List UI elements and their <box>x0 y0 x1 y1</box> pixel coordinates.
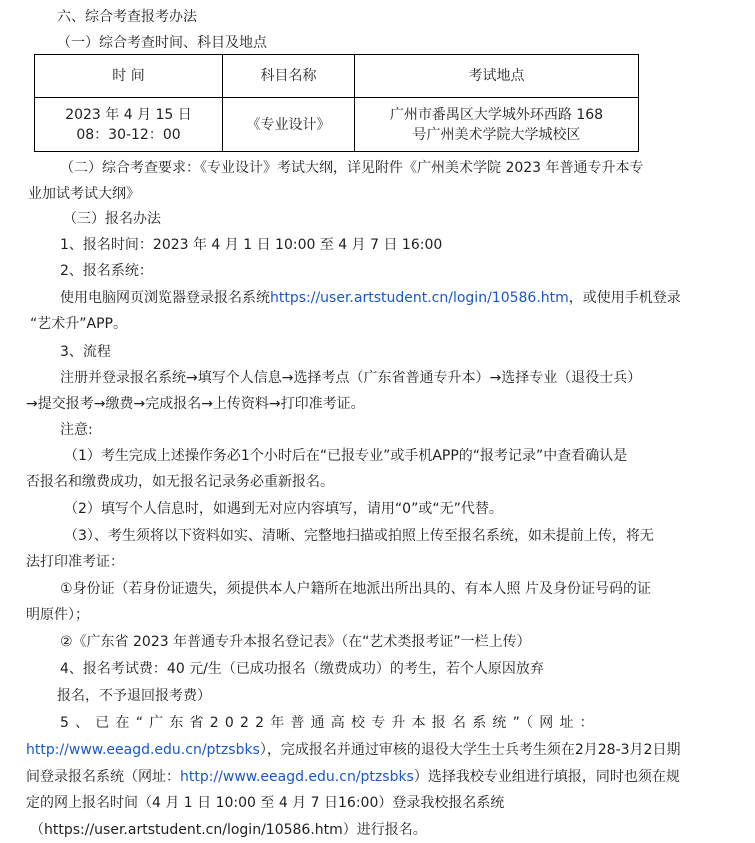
table-cell-time <box>35 98 223 152</box>
table-header-row <box>35 55 639 98</box>
subsection-3-title: （三）报名办法 <box>63 211 161 227</box>
veteran-line-2 <box>26 740 680 760</box>
table-cell-subject: 《专业设计》 <box>223 98 355 152</box>
note-3-line-1: （3）、考生须将以下资料如实、清晰、完整地扫描或拍照上传至报名系统，如未提前上传，将无 <box>64 528 654 544</box>
table-row <box>35 98 639 152</box>
table-header-time: 时 间 <box>35 55 223 98</box>
notes-title: 注意: <box>60 422 93 438</box>
registration-form-item: ②《广东省 2023 年普通专升本报名登记表》（在“艺术类报考证”一栏上传） <box>60 634 531 650</box>
process-title: 3、流程 <box>60 344 111 360</box>
exam-location-line-1: 广州市番禺区大学城外环西路 168 <box>389 106 604 123</box>
exam-location-line-2: 号广州美术学院大学城校区 <box>412 126 581 143</box>
section-title: 六、综合考查报考办法 <box>57 9 197 25</box>
registration-system-line-1 <box>60 288 681 308</box>
process-line-2: →提交报考→缴费→完成报名→上传资料→打印准考证。 <box>26 396 365 412</box>
requirements-line-1: （二）综合考查要求：《专业设计》考试大纲，详见附件《广州美术学院 2023 年普通专升本专 <box>60 160 644 176</box>
id-card-item-line-1: ①身份证（若身份证遗失，须提供本人户籍所在地派出所出具的、有本人照 片及身份证号码的证 <box>60 581 651 597</box>
veteran-line-3-prefix: 间登录报名系统（网址： <box>26 769 180 785</box>
registration-system-prefix: 使用电脑网页浏览器登录报名系统 <box>60 290 270 306</box>
veteran-line-4: 定的网上报名时间（4 月 1 日 10:00 至 4 月 7 日16:00）登录我校报名系统 <box>26 795 505 811</box>
registration-system-suffix: ，或使用手机登录 <box>568 290 681 306</box>
fee-line-1: 4、报名考试费：40 元/生（已成功报名（缴费成功）的考生，若个人原因放弃 <box>60 661 544 677</box>
eeagd-link-1[interactable]: http://www.eeagd.edu.cn/ptzsbks <box>26 742 260 758</box>
subsection-1-title: （一）综合考查时间、科目及地点 <box>57 35 267 51</box>
exam-hours: 08：30-12：00 <box>76 126 181 143</box>
eeagd-link-2[interactable]: http://www.eeagd.edu.cn/ptzsbks <box>180 769 414 785</box>
fee-line-2: 报名，不予退回报考费） <box>57 688 211 704</box>
exam-schedule-table <box>34 54 639 152</box>
exam-date: 2023 年 4 月 15 日 <box>65 106 192 123</box>
note-1-line-1: （1）考生完成上述操作务必1个小时后在“已报专业”或手机APP的“报考记录”中查看确认是 <box>64 448 628 464</box>
veteran-line-1: 5、已在“广东省2022年普通高校专升本报名系统”（网址： <box>60 715 600 731</box>
veteran-line-5: （https://user.artstudent.cn/login/10586.htm）进行报名。 <box>30 822 427 838</box>
id-card-item-line-2: 明原件）； <box>26 607 89 623</box>
note-2: （2）填写个人信息时，如遇到无对应内容填写，请用“0”或“无”代替。 <box>64 501 503 517</box>
registration-system-line-2: “艺术升”APP。 <box>30 316 127 332</box>
note-3-line-2: 法打印准考证： <box>26 554 124 570</box>
requirements-line-2: 业加试考试大纲》 <box>28 186 140 202</box>
registration-time: 1、报名时间：2023 年 4 月 1 日 10:00 至 4 月 7 日 16:00 <box>60 237 443 253</box>
note-1-line-2: 否报名和缴费成功，如无报名记录务必重新报名。 <box>26 474 334 490</box>
veteran-line-2-text: ），完成报名并通过审核的退役大学生士兵考生须在2月28-3月2日期 <box>259 742 681 758</box>
veteran-line-3-suffix: ）选择我校专业组进行填报，同时也须在规 <box>413 769 680 785</box>
process-line-1: 注册并登录报名系统→填写个人信息→选择考点（广东省普通专升本）→选择专业（退役士兵） <box>60 370 642 386</box>
table-header-subject: 科目名称 <box>223 55 355 98</box>
table-header-location: 考试地点 <box>355 55 639 98</box>
registration-system-link[interactable]: https://user.artstudent.cn/login/10586.htm <box>270 290 569 306</box>
veteran-line-3 <box>26 767 680 787</box>
table-cell-location <box>355 98 639 152</box>
registration-system-title: 2、报名系统： <box>60 263 153 279</box>
